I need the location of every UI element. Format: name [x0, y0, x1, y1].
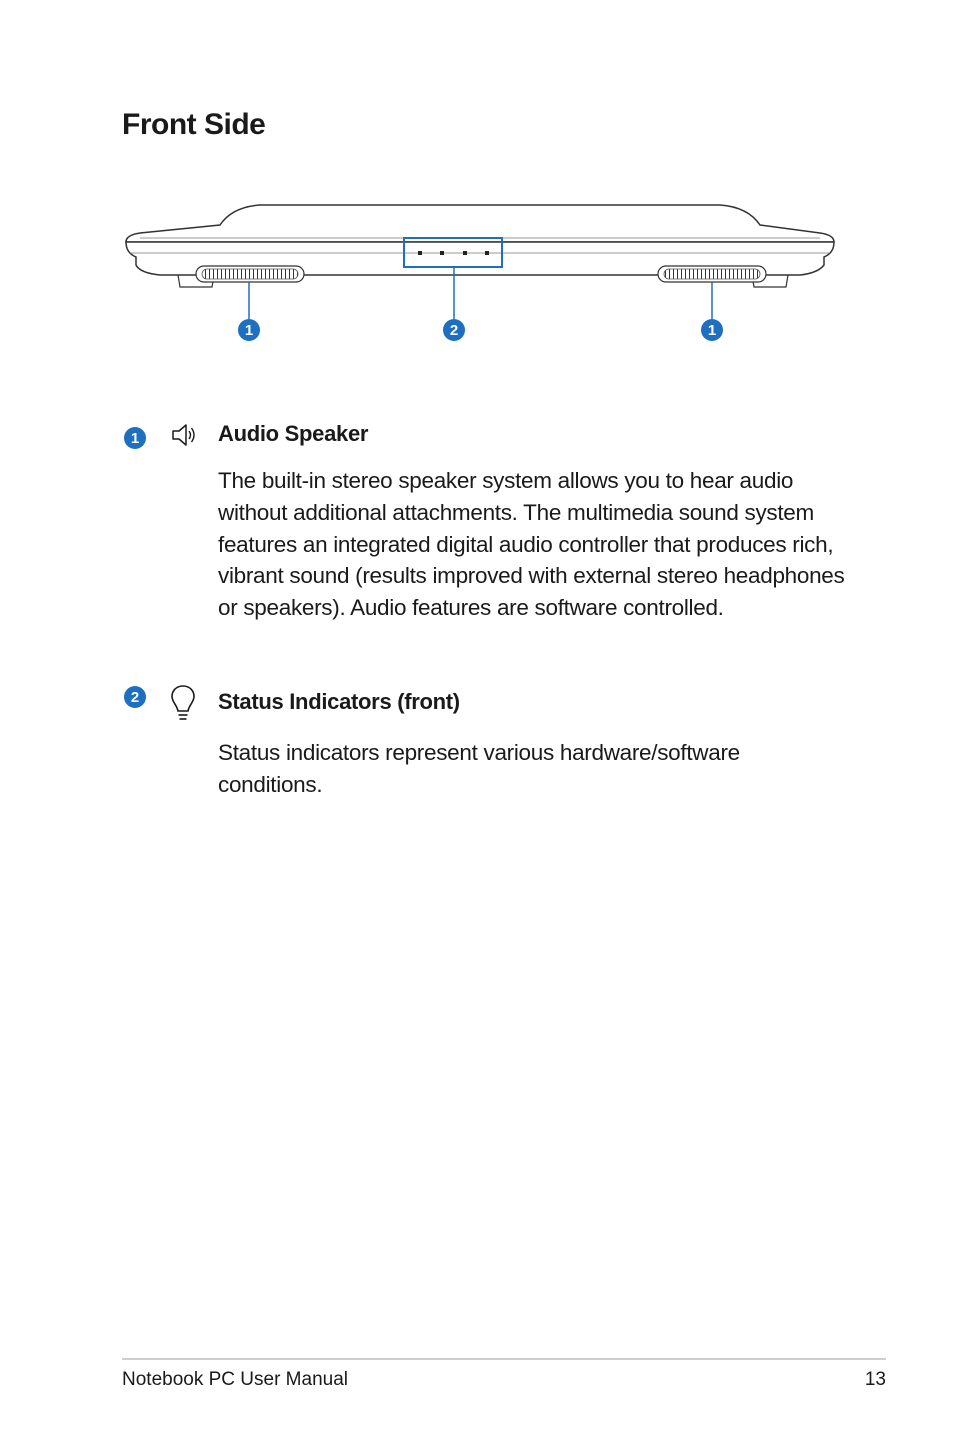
item-body-audio-speaker: The built-in stereo speaker system allows you to hear audio without additional attachments. The multimedia sound system features an integrated digital audio controller that produces rich, vibrant sound (results improved with external stereo headphones or speakers). Audio features are software controlled.: [218, 468, 845, 621]
left-speaker-grille: [196, 266, 304, 282]
item-number-marker: 1: [124, 427, 146, 449]
callout-marker-speaker-right: 1: [701, 319, 723, 341]
callout-marker-status: 2: [443, 319, 465, 341]
footer-divider: [122, 1358, 886, 1360]
footer-manual-title: Notebook PC User Manual: [122, 1369, 348, 1390]
item-title-audio-speaker: Audio Speaker: [218, 421, 369, 446]
item-number-marker: 2: [124, 686, 146, 708]
callout-marker-speaker-left: 1: [238, 319, 260, 341]
item-title-status-indicators: Status Indicators (front): [218, 689, 460, 714]
page-title: Front Side: [122, 108, 266, 141]
speaker-icon: [170, 421, 200, 449]
right-speaker-grille: [658, 266, 766, 282]
notebook-front-illustration: [0, 195, 954, 355]
front-side-diagram: [0, 195, 954, 355]
lid-outline: [126, 205, 834, 242]
item-body-status-indicators: Status indicators represent various hardware/software conditions.: [218, 740, 740, 797]
footer-page-number: 13: [864, 1369, 886, 1390]
lightbulb-icon: [170, 684, 196, 722]
